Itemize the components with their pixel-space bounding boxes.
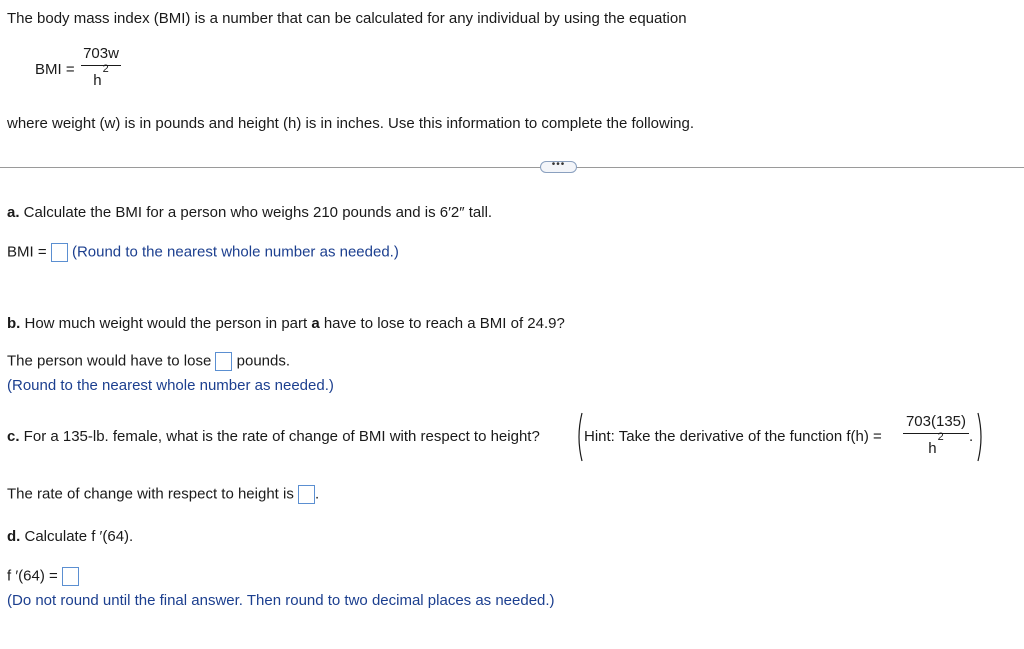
bmi-label: BMI = [35, 61, 75, 78]
more-button[interactable]: ••• [540, 161, 577, 173]
part-b-question: b. How much weight would the person in part a have to lose to reach a BMI of 24.9? [7, 315, 565, 332]
part-d-question: d. Calculate f ′(64). [7, 528, 134, 545]
bmi-answer-input[interactable] [51, 243, 68, 262]
bmi-answer-label: BMI = [7, 243, 47, 261]
bmi-numerator: 703w [83, 45, 119, 62]
part-a-answer-row [7, 243, 399, 262]
part-a-question: a. Calculate the BMI for a person who weighs 210 pounds and is 6′2″ tall. [7, 204, 493, 221]
part-c-answer-label: The rate of change with respect to height is [7, 485, 294, 503]
part-d-answer-row [7, 567, 79, 586]
hint-numerator: 703(135) [905, 413, 967, 430]
hint-left-paren [574, 412, 584, 462]
part-c-answer-after: . [315, 485, 320, 503]
part-b-answer-before: The person would have to lose [7, 352, 212, 370]
hint-denominator: $h^2$ [928, 431, 944, 457]
part-b-note: (Round to the nearest whole number as needed.) [7, 377, 334, 394]
where-text: where weight (w) is in pounds and height (h) is in inches. Use this information to complete the following. [7, 115, 695, 132]
part-a-note: (Round to the nearest whole number as needed.) [71, 243, 399, 261]
hint-text: Hint: Take the derivative of the function f(h) = [584, 428, 882, 445]
hint-right-paren [976, 412, 986, 462]
section-divider [0, 167, 1024, 168]
part-c-answer-row [7, 485, 319, 504]
bmi-denominator: $h^2$ [93, 63, 109, 89]
weight-loss-input[interactable] [215, 352, 232, 371]
hint-fraction [903, 413, 969, 458]
rate-of-change-input[interactable] [298, 485, 315, 504]
hint-period: . [969, 428, 974, 445]
part-c-question: c. For a 135-lb. female, what is the rate of change of BMI with respect to height? [7, 428, 540, 445]
f-prime-input[interactable] [62, 567, 79, 586]
part-d-answer-label: f ′(64) = [7, 567, 58, 585]
bmi-fraction [81, 45, 121, 90]
fraction-bar [81, 65, 121, 66]
part-d-note: (Do not round until the final answer. Then round to two decimal places as needed.) [7, 592, 555, 609]
part-b-answer-after: pounds. [236, 352, 291, 370]
hint-fraction-bar [903, 433, 969, 434]
part-b-answer-row [7, 352, 290, 371]
intro-text: The body mass index (BMI) is a number that can be calculated for any individual by using the equation [7, 10, 687, 27]
